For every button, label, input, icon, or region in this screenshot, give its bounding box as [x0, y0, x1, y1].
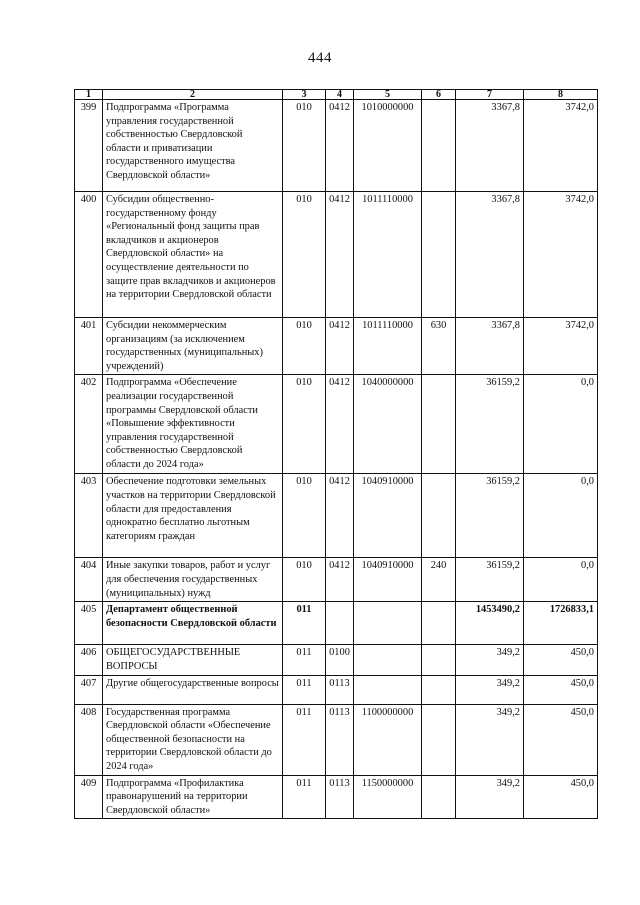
amount-col7: 3367,8: [456, 192, 524, 318]
expense-type-code: [422, 775, 456, 819]
ministry-code: 011: [283, 704, 326, 775]
column-header: 6: [422, 90, 456, 100]
target-code: 1011110000: [354, 318, 422, 375]
row-number: 399: [75, 100, 103, 192]
amount-col7: 36159,2: [456, 558, 524, 602]
expense-type-code: [422, 375, 456, 474]
row-number: 408: [75, 704, 103, 775]
row-name: Департамент общественной безопасности Свердловской области: [103, 602, 283, 645]
column-header: 1: [75, 90, 103, 100]
amount-col8: 450,0: [524, 704, 598, 775]
table-row: [75, 474, 598, 558]
target-code: 1040000000: [354, 375, 422, 474]
row-number: 400: [75, 192, 103, 318]
table-row: [75, 375, 598, 474]
target-code: 1011110000: [354, 192, 422, 318]
amount-col7: 349,2: [456, 675, 524, 704]
column-header: 3: [283, 90, 326, 100]
section-code: 0113: [326, 675, 354, 704]
target-code: 1040910000: [354, 558, 422, 602]
amount-col8: 0,0: [524, 558, 598, 602]
amount-col8: 450,0: [524, 775, 598, 819]
expense-type-code: [422, 602, 456, 645]
table-row: [75, 675, 598, 704]
row-number: 403: [75, 474, 103, 558]
target-code: [354, 602, 422, 645]
ministry-code: 010: [283, 474, 326, 558]
section-code: 0412: [326, 558, 354, 602]
amount-col8: 3742,0: [524, 192, 598, 318]
target-code: 1150000000: [354, 775, 422, 819]
ministry-code: 010: [283, 558, 326, 602]
expense-type-code: [422, 704, 456, 775]
target-code: [354, 645, 422, 675]
section-code: 0412: [326, 100, 354, 192]
ministry-code: 011: [283, 645, 326, 675]
section-code: 0412: [326, 192, 354, 318]
table-row: [75, 192, 598, 318]
expense-type-code: [422, 192, 456, 318]
header-row: [75, 90, 598, 100]
row-name: Обеспечение подготовки земельных участков на территории Свердловской области для предоставления однократно бесплатно льготным категориям граждан: [103, 474, 283, 558]
ministry-code: 011: [283, 775, 326, 819]
table-row: [75, 645, 598, 675]
amount-col7: 349,2: [456, 704, 524, 775]
amount-col8: 0,0: [524, 375, 598, 474]
column-header: 4: [326, 90, 354, 100]
section-code: 0412: [326, 474, 354, 558]
row-name: Субсидии некоммерческим организациям (за исключением государственных (муниципальных) учреждений): [103, 318, 283, 375]
amount-col7: 349,2: [456, 645, 524, 675]
ministry-code: 011: [283, 602, 326, 645]
column-header: 7: [456, 90, 524, 100]
row-name: Иные закупки товаров, работ и услуг для обеспечения государственных (муниципальных) нужд: [103, 558, 283, 602]
table-row: [75, 318, 598, 375]
section-code: 0113: [326, 704, 354, 775]
amount-col8: 3742,0: [524, 100, 598, 192]
amount-col7: 36159,2: [456, 375, 524, 474]
column-header: 2: [103, 90, 283, 100]
table-row: [75, 558, 598, 602]
row-name: Подпрограмма «Программа управления государственной собственностью Свердловской области и приватизации государственного имущества Свердловской области»: [103, 100, 283, 192]
amount-col8: 3742,0: [524, 318, 598, 375]
column-header: 8: [524, 90, 598, 100]
row-number: 405: [75, 602, 103, 645]
expense-type-code: [422, 645, 456, 675]
column-header: 5: [354, 90, 422, 100]
amount-col8: 450,0: [524, 675, 598, 704]
amount-col7: 349,2: [456, 775, 524, 819]
expense-type-code: [422, 675, 456, 704]
row-name: Государственная программа Свердловской области «Обеспечение общественной безопасности на территории Свердловской области до 2024 года»: [103, 704, 283, 775]
target-code: 1040910000: [354, 474, 422, 558]
row-number: 401: [75, 318, 103, 375]
row-name: Подпрограмма «Обеспечение реализации государственной программы Свердловской области «Повышение эффективности управления государственной собственностью Свердловской области до 2024 года»: [103, 375, 283, 474]
expense-type-code: 630: [422, 318, 456, 375]
target-code: [354, 675, 422, 704]
ministry-code: 010: [283, 375, 326, 474]
amount-col7: 3367,8: [456, 318, 524, 375]
section-code: 0412: [326, 318, 354, 375]
table-row: [75, 704, 598, 775]
row-number: 409: [75, 775, 103, 819]
amount-col7: 3367,8: [456, 100, 524, 192]
row-number: 402: [75, 375, 103, 474]
amount-col7: 36159,2: [456, 474, 524, 558]
row-name: Субсидии общественно-государственному фонду «Региональный фонд защиты прав вкладчиков и акционеров Свердловской области» на осуществление деятельности по защите прав вкладчиков и акционеров на территории Свердловской области: [103, 192, 283, 318]
page-number: 444: [308, 50, 332, 66]
row-name: ОБЩЕГОСУДАРСТВЕННЫЕ ВОПРОСЫ: [103, 645, 283, 675]
ministry-code: 010: [283, 100, 326, 192]
amount-col8: 1726833,1: [524, 602, 598, 645]
row-number: 406: [75, 645, 103, 675]
budget-table: [74, 89, 598, 819]
row-number: 404: [75, 558, 103, 602]
amount-col8: 450,0: [524, 645, 598, 675]
section-code: 0113: [326, 775, 354, 819]
ministry-code: 011: [283, 675, 326, 704]
ministry-code: 010: [283, 318, 326, 375]
amount-col7: 1453490,2: [456, 602, 524, 645]
section-code: 0100: [326, 645, 354, 675]
amount-col8: 0,0: [524, 474, 598, 558]
target-code: 1010000000: [354, 100, 422, 192]
row-name: Другие общегосударственные вопросы: [103, 675, 283, 704]
target-code: 1100000000: [354, 704, 422, 775]
expense-type-code: 240: [422, 558, 456, 602]
section-code: [326, 602, 354, 645]
expense-type-code: [422, 100, 456, 192]
expense-type-code: [422, 474, 456, 558]
row-number: 407: [75, 675, 103, 704]
table-row: [75, 775, 598, 819]
row-name: Подпрограмма «Профилактика правонарушений на территории Свердловской области»: [103, 775, 283, 819]
section-code: 0412: [326, 375, 354, 474]
table-row: [75, 602, 598, 645]
table-row: [75, 100, 598, 192]
ministry-code: 010: [283, 192, 326, 318]
